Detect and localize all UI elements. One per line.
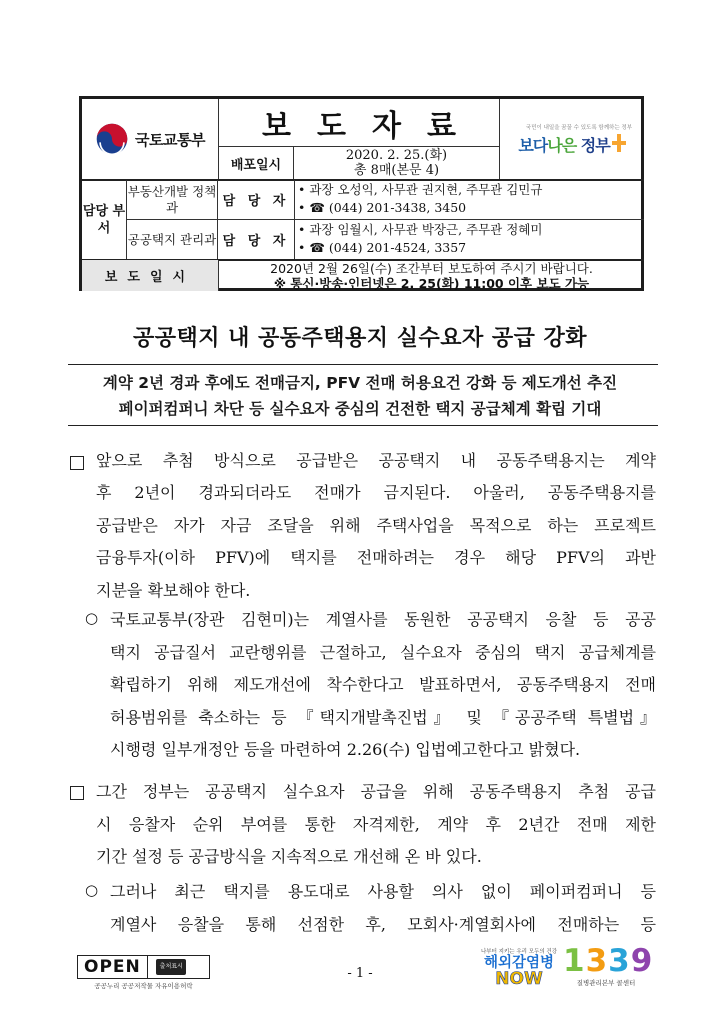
release-embargo-line: ※ 통신·방송·인터넷은 2. 25(화) 11:00 이후 보도 가능: [273, 276, 590, 291]
gov-slogan-logo: [500, 99, 644, 179]
square-bullet-icon: [70, 786, 84, 800]
campaign-tagline: 나부터 지키는 우리 모두의 건강: [480, 949, 558, 955]
callcenter-number: 1339: [563, 943, 654, 979]
paragraph-line: 후 2년이 경과되더라도 전매가 금지된다. 아울러, 공동주택용지를: [96, 483, 656, 502]
manager-contact: [298, 220, 643, 259]
release-date-line: 2020년 2월 26일(수) 조간부터 보도하여 주시기 바랍니다.: [270, 261, 593, 276]
manager-label: 담 당 자: [222, 234, 290, 249]
paragraph-line: 지분을 확보해야 한다.: [96, 580, 251, 600]
body-paragraph-cont: [96, 477, 656, 607]
paragraph-line: 허용범위를 축소하는 등 『택지개발촉진법』 및 『공공주택 특별법』: [110, 707, 656, 727]
square-bullet-icon: [70, 456, 84, 470]
gov-slogan-text: 보다나은 정부: [518, 135, 610, 155]
paragraph-line: 시 응찰자 순위 부여를 통한 자격제한, 계약 후 2년간 전매 제한: [96, 814, 656, 834]
overseas-infection-campaign-logo: [479, 947, 559, 993]
manager-contact: [298, 180, 643, 219]
gov-slogan-small: 국민이 내일을 꿈꿀 수 있도록 함께하는 정부: [525, 124, 633, 131]
ministry-name: 국토교통부: [135, 130, 205, 149]
kcdc-callcenter-logo: [563, 943, 654, 994]
page-number: - 1 -: [347, 966, 373, 981]
paragraph-line: 공급받은 자가 자금 조달을 위해 주택사업을 목적으로 하는 프로젝트: [96, 515, 656, 535]
open-caption: 공공누리 공공저작물 자유이용허락: [94, 982, 193, 990]
paragraph-line: 국토교통부(장관 김현미)는 계열사를 동원한 공공택지 응찰 등 공공: [110, 610, 656, 629]
headline-divider: [68, 364, 658, 365]
campaign-title: 해외감염병: [483, 955, 555, 971]
press-release-title-cell: [219, 99, 499, 146]
callcenter-caption: 질병관리본부 콜센터: [576, 979, 636, 987]
headline-divider: [68, 425, 658, 426]
manager-phone: • ☎ (044) 201-4524, 3357: [298, 240, 467, 255]
campaign-now: NOW: [495, 969, 543, 989]
subheadline: 페이퍼컴퍼니 차단 등 실수요자 중심의 건전한 택지 공급체계 확립 기대: [118, 400, 602, 418]
press-release-header: [79, 96, 644, 291]
release-label: 보도일시: [82, 260, 218, 291]
department-label: 담당 부서: [82, 203, 126, 236]
circle-bullet-icon: ○: [85, 881, 99, 899]
subheadline: 계약 2년 경과 후에도 전매금지, PFV 전매 허용요건 강화 등 제도개선 추진: [102, 374, 618, 392]
body-paragraph: [96, 776, 656, 874]
distribution-date: 2020. 2. 25.(화): [345, 148, 448, 163]
paragraph-line: 앞으로 추첨 방식으로 공급받은 공공택지 내 공동주택용지는 계약: [96, 451, 656, 470]
division-name: 부동산개발 정책과: [127, 183, 217, 215]
paragraph-line: 기간 설정 등 공급방식을 지속적으로 개선해 온 바 있다.: [96, 847, 482, 866]
body-paragraph: [110, 876, 656, 941]
body-paragraph: [96, 445, 656, 478]
page-title: 보도자료: [262, 108, 482, 144]
manager-staff: • 과장 오성익, 사무관 권지현, 주무관 김민규: [298, 182, 543, 197]
distribution-label: 배포일시: [230, 157, 282, 173]
manager-phone: • ☎ (044) 201-3438, 3450: [298, 200, 467, 215]
manager-label: 담 당 자: [222, 194, 290, 209]
paragraph-line: 그간 정부는 공공택지 실수요자 공급을 위해 공동주택용지 추첨 공급: [96, 782, 656, 801]
paragraph-line: 확립하기 위해 제도개선에 착수한다고 발표하면서, 공동주택용지 전매: [110, 675, 656, 694]
manager-staff: • 과장 임월시, 사무관 박장근, 주무관 정혜미: [298, 222, 543, 237]
division-name: 공공택지 관리과: [127, 231, 217, 247]
ministry-logo: [82, 99, 218, 179]
attribution-icon: 출처표시: [156, 959, 186, 975]
paragraph-line: 시행령 일부개정안 등을 마련하여 2.26(수) 입법예고한다고 밝혔다.: [110, 740, 581, 759]
paragraph-line: 계열사 응찰을 통해 선점한 후, 모회사·계열회사에 전매하는 등: [110, 914, 656, 934]
distribution-value: [294, 147, 499, 179]
open-label: OPEN: [84, 957, 141, 977]
circle-bullet-icon: ○: [85, 609, 99, 627]
distribution-pages: 총 8매(본문 4): [353, 163, 440, 178]
headline: 공공택지 내 공동주택용지 실수요자 공급 강화: [132, 326, 588, 351]
paragraph-line: 그러나 최근 택지를 용도대로 사용할 의사 없이 페이퍼컴퍼니 등: [110, 882, 656, 901]
body-paragraph: [110, 604, 656, 767]
plus-icon: [612, 134, 626, 156]
paragraph-line: 금융투자(이하 PFV)에 택지를 전매하려는 경우 해당 PFV의 과반: [96, 548, 656, 567]
paragraph-line: 택지 공급질서 교란행위를 근절하고, 실수요자 중심의 택지 공급체계를: [110, 642, 656, 662]
release-value: [219, 260, 644, 291]
taegeuk-emblem-icon: [95, 122, 129, 156]
